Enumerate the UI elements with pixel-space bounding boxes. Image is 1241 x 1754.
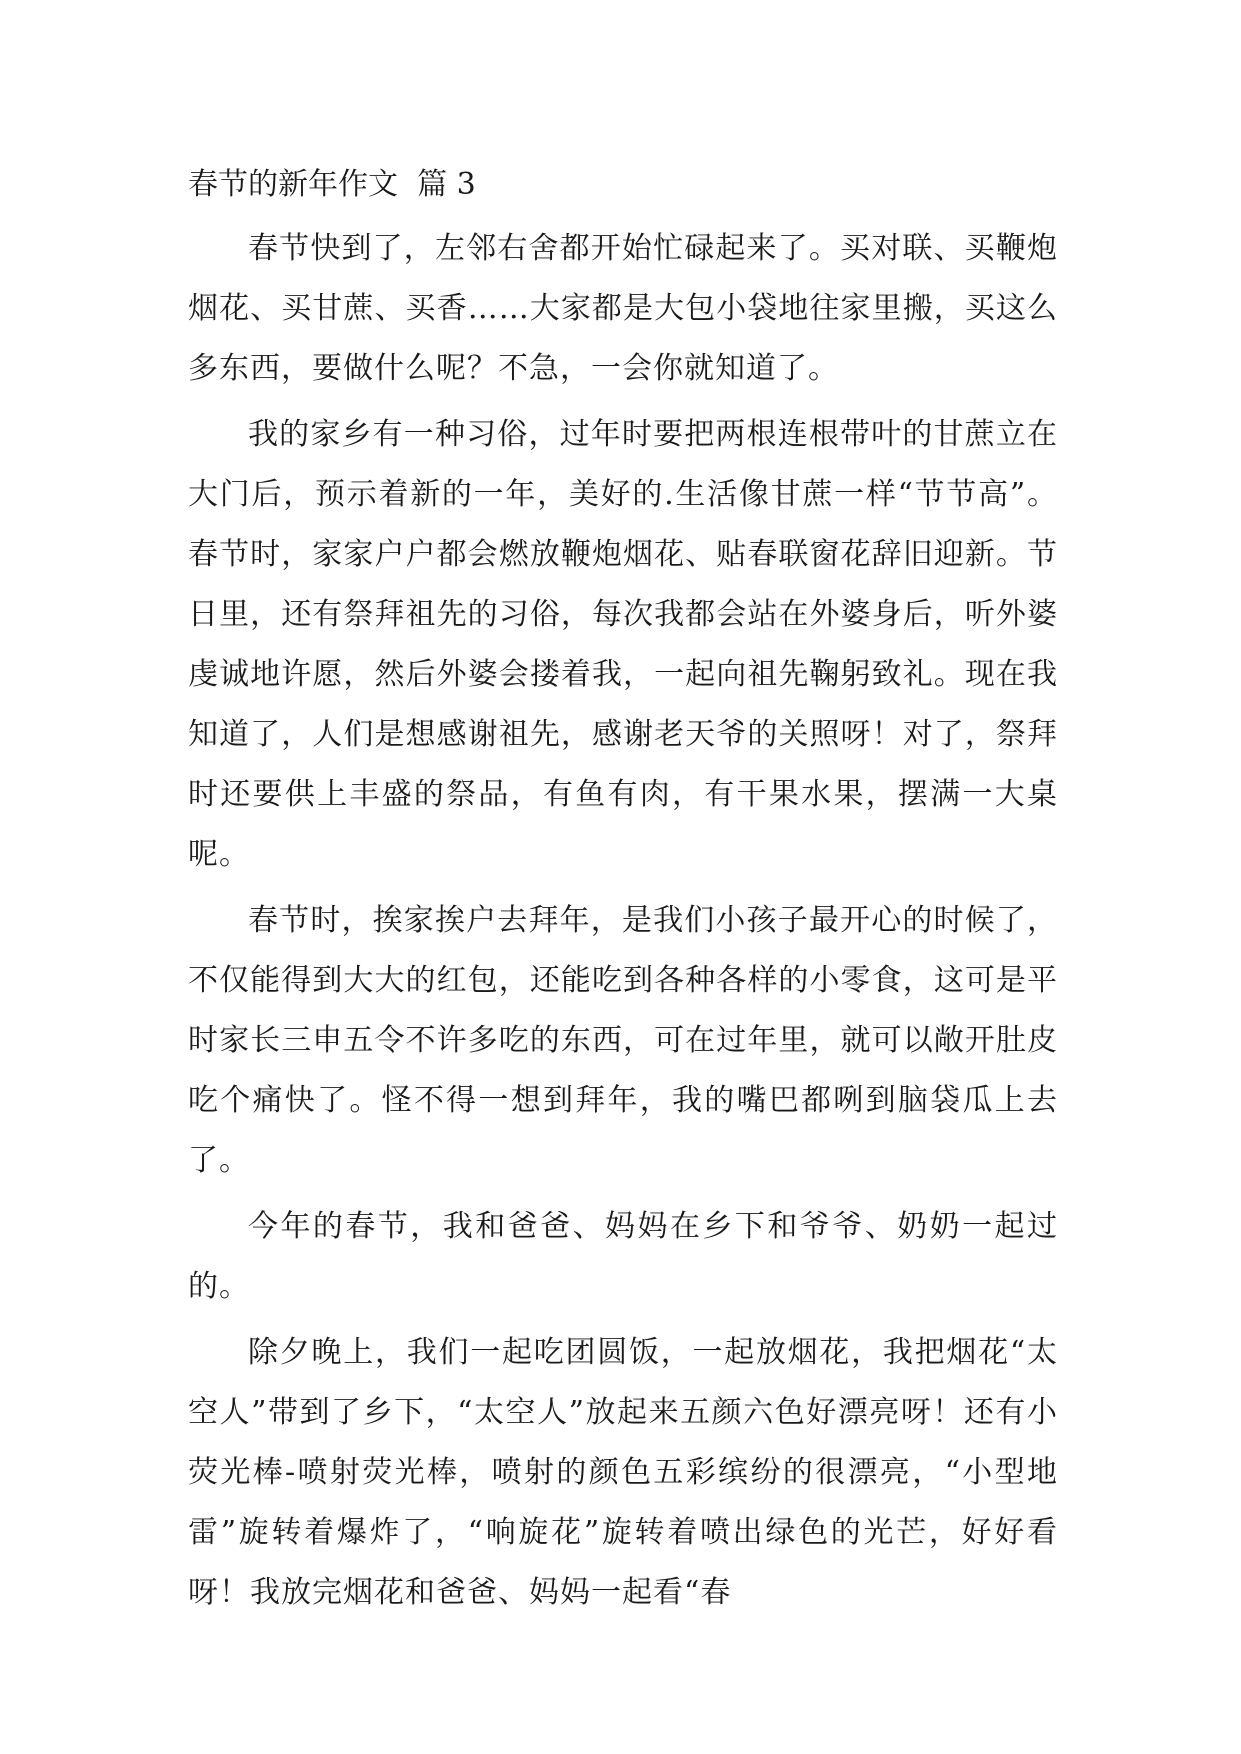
paragraph-5: 除夕晚上，我们一起吃团圆饭，一起放烟花，我把烟花“太空人”带到了乡下，“太空人”放起来五颜六色好漂亮呀！还有小荧光棒-喷射荧光棒，喷射的颜色五彩缤纷的很漂亮，“小型地雷”旋转着爆炸了，“响旋花”旋转着喷出绿色的光芒，好好看呀！我放完烟花和爸爸、妈妈一起看“春 <box>188 1335 1058 1610</box>
paragraph-2: 我的家乡有一种习俗，过年时要把两根连根带叶的甘蔗立在大门后，预示着新的一年，美好的.生活像甘蔗一样“节节高”。春节时，家家户户都会燃放鞭炮烟花、贴春联窗花辞旧迎新。节日里，还有祭拜祖先的习俗，每次我都会站在外婆身后，听外婆虔诚地许愿，然后外婆会搂着我，一起向祖先鞠躬致礼。现在我知道了，人们是想感谢祖先，感谢老天爷的关照呀！对了，祭拜时还要供上丰盛的祭品，有鱼有肉，有干果水果，摆满一大桌呢。 <box>188 417 1058 872</box>
document-title: 春节的新年作文 篇 3 <box>188 167 476 202</box>
paragraph-1: 春节快到了，左邻右舍都开始忙碌起来了。买对联、买鞭炮烟花、买甘蔗、买香……大家都是大包小袋地往家里搬，买这么多东西，要做什么呢？不急，一会你就知道了。 <box>188 231 1058 386</box>
document-body <box>188 165 1058 1629</box>
paragraph-4: 今年的春节，我和爸爸、妈妈在乡下和爷爷、奶奶一起过的。 <box>188 1209 1058 1304</box>
paragraph-3: 春节时，挨家挨户去拜年，是我们小孩子最开心的时候了，不仅能得到大大的红包，还能吃到各种各样的小零食，这可是平时家长三申五令不许多吃的东西，可在过年里，就可以敞开肚皮吃个痛快了。怪不得一想到拜年，我的嘴巴都咧到脑袋瓜上去了。 <box>188 903 1058 1178</box>
